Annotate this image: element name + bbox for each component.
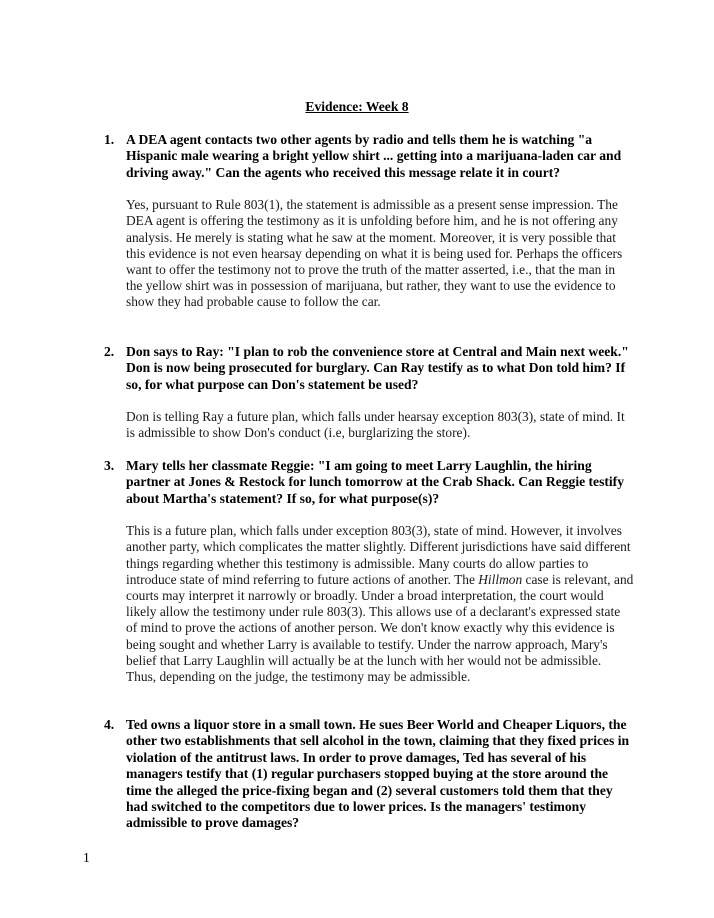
page-title: Evidence: Week 8: [305, 99, 409, 114]
question-block-4: [104, 717, 634, 832]
question-text: Ted owns a liquor store in a small town. He sues Beer World and Cheaper Liquors, the other two establishments that sell alcohol in the town, claiming that they fixed prices in violation of the antitrust laws. In order to prove damages, Ted has several of his managers testify that (1) regular purchasers stopped buying at the store around the time the alleged the price-fixing began and (2) several customers told them that they had switched to the competitors due to lower prices. Is the managers' testimony admissible to prove damages?: [126, 717, 630, 831]
question-block-2: [104, 344, 634, 442]
question-number: 2.: [104, 344, 115, 359]
answer-text-part: case is relevant, and courts may interpret it narrowly or broadly. Under a broad interpretation, the court would likely allow the testimony under rule 803(3). This allows use of a declarant's expressed state of mind to prove the actions of another person. We don't know exactly why this evidence is being sought and whether Larry is available to testify. Under the narrow approach, Mary's belief that Larry Laughlin will actually be at the lunch with her would not be admissible. Thus, depending on the judge, the testimony may be admissible.: [126, 571, 634, 685]
question-block-3: [104, 458, 634, 685]
answer-text-part: This is a future plan, which falls under exception 803(3), state of mind. However, it involves another party, which complicates the matter slightly. Different jurisdictions have said different things regarding whether this testimony is admissible. Many courts do allow parties to introduce state of mind referring to future actions of another. The: [126, 523, 631, 587]
question-block-1: [104, 132, 634, 311]
question-number: 4.: [104, 717, 115, 732]
answer-text: Yes, pursuant to Rule 803(1), the statement is admissible as a present sense impression. The DEA agent is offering the testimony as it is unfolding before him, and he is not offering any analysis. He merely is stating what he saw at the moment. Moreover, it is very possible that this evidence is not even hearsay depending on what it is being used for. Perhaps the officers want to offer the testimony not to prove the truth of the matter asserted, i.e., that the man in the yellow shirt was in possession of marijuana, but rather, they want to use the evidence to show they had probable cause to follow the car.: [126, 197, 623, 310]
question-number: 1.: [104, 132, 115, 147]
question-text: A DEA agent contacts two other agents by radio and tells them he is watching "a Hispanic male wearing a bright yellow shirt ... getting into a marijuana-laden car and driving away." Can the agents who received this message relate it in court?: [126, 132, 622, 180]
question-number: 3.: [104, 458, 115, 473]
case-name: Hillmon: [478, 571, 523, 587]
answer-text: Don is telling Ray a future plan, which falls under hearsay exception 803(3), state of mind. It is admissible to show Don's conduct (i.e, burglarizing the store).: [126, 409, 625, 441]
answer-text: [126, 523, 634, 685]
question-text: Don says to Ray: "I plan to rob the convenience store at Central and Main next week." Don is now being prosecuted for burglary. Can Ray testify as to what Don told him? If so, for what purpose can Don's statement be used?: [126, 344, 629, 392]
page-number: 1: [83, 850, 90, 865]
question-text: Mary tells her classmate Reggie: "I am going to meet Larry Laughlin, the hiring partner at Jones & Restock for lunch tomorrow at the Crab Shack. Can Reggie testify about Martha's statement? If so, for what purpose(s)?: [126, 458, 625, 506]
